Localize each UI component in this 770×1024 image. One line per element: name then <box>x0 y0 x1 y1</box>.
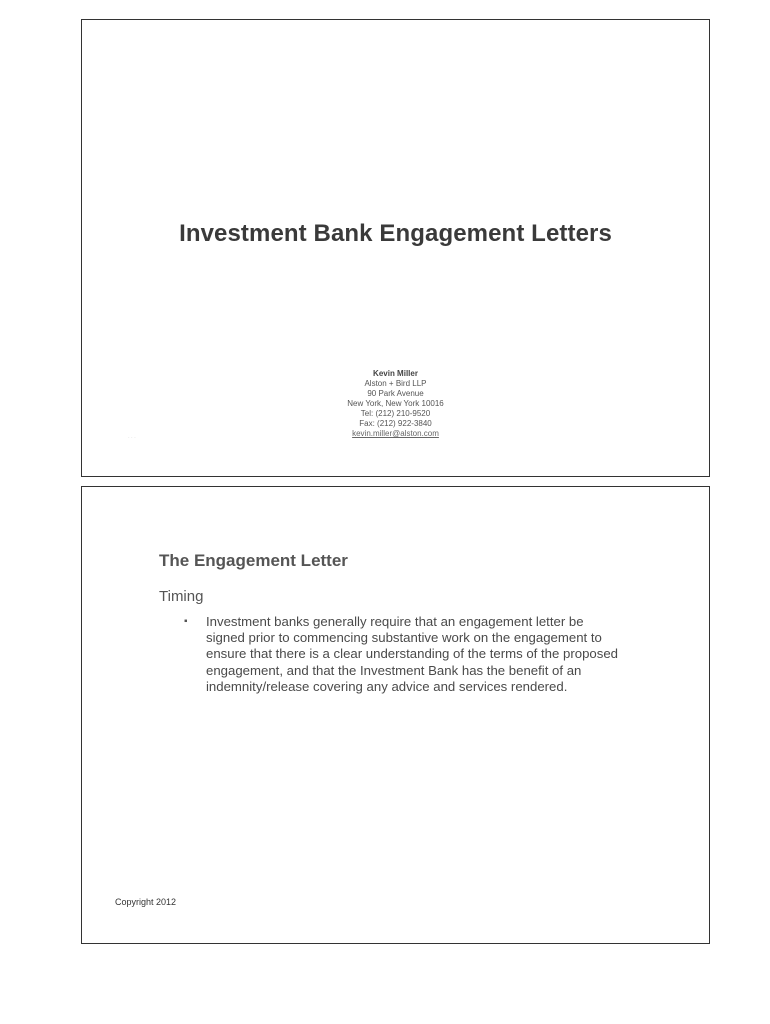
presenter-firm: Alston + Bird LLP <box>364 379 427 388</box>
presenter-name: Kevin Miller <box>373 369 418 378</box>
presentation-title: Investment Bank Engagement Letters <box>179 220 612 247</box>
presenter-email-link[interactable]: kevin.miller@alston.com <box>352 429 439 438</box>
bullet-item <box>184 614 624 695</box>
faint-decorative-mark: · · · <box>128 435 136 441</box>
square-bullet-icon: ▪ <box>184 616 188 627</box>
presenter-address-line2: New York, New York 10016 <box>347 399 444 408</box>
copyright-notice: Copyright 2012 <box>115 897 177 907</box>
presenter-fax: Fax: (212) 922-3840 <box>359 419 432 428</box>
slide-subheading: Timing <box>159 588 204 605</box>
content-slide <box>81 486 710 944</box>
presenter-contact-block <box>82 369 709 439</box>
slide-heading: The Engagement Letter <box>159 551 348 570</box>
presenter-phone: Tel: (212) 210-9520 <box>360 409 431 418</box>
presenter-address-line1: 90 Park Avenue <box>367 389 424 398</box>
bullet-text: Investment banks generally require that an engagement letter be signed prior to commencing substantive work on the engagement to ensure that there is a clear understanding of the terms of the proposed engagement, and that the Investment Bank has the benefit of an indemnity/release covering any advice and services rendered. <box>206 614 618 694</box>
title-slide <box>81 19 710 477</box>
